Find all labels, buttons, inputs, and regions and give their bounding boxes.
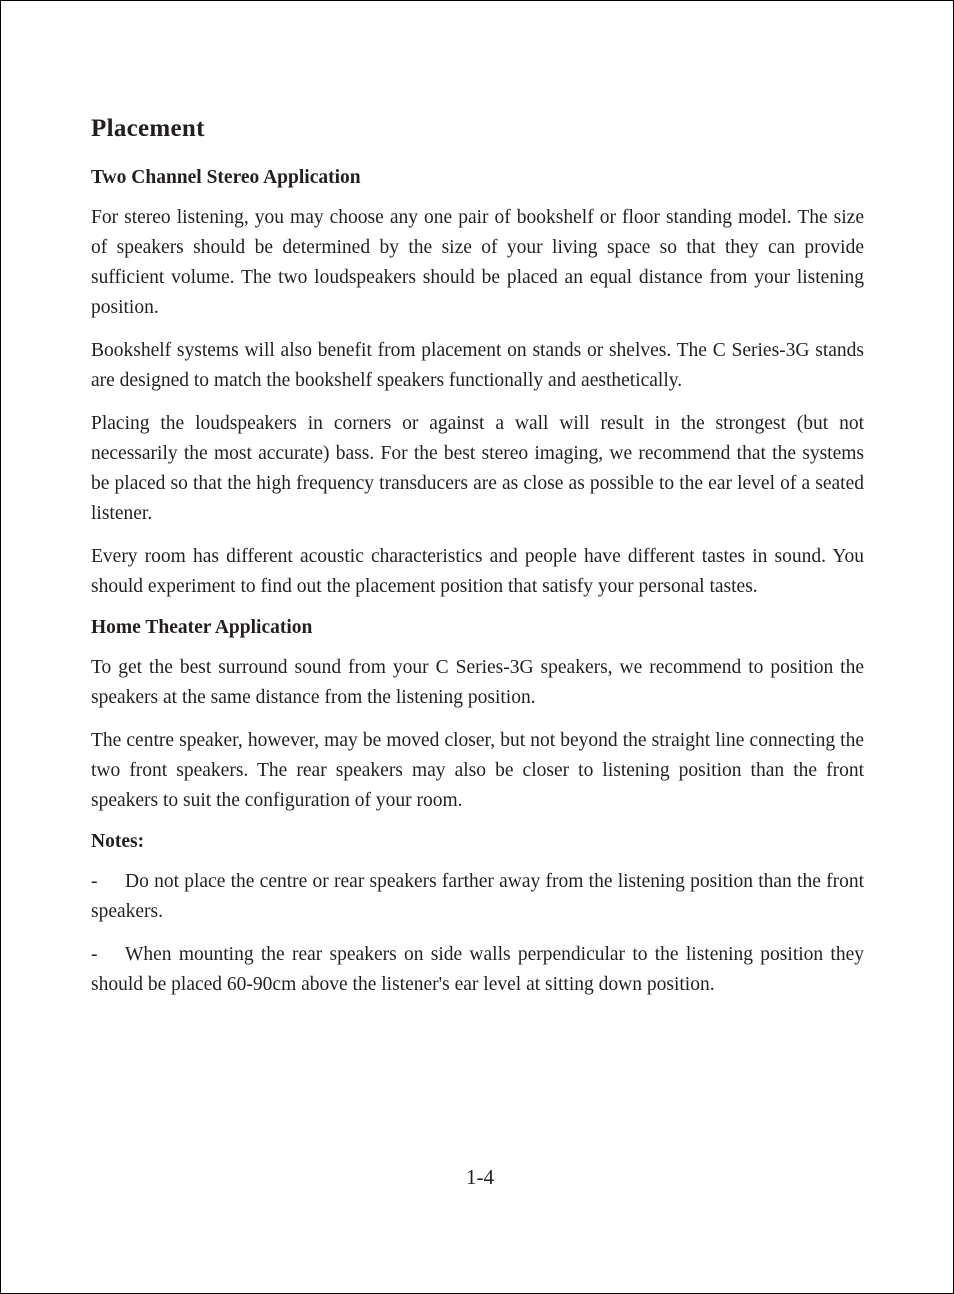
- note-dash: -: [91, 871, 98, 892]
- note-dash: -: [91, 944, 98, 965]
- page-content: [91, 113, 864, 1013]
- stereo-paragraph-2: Bookshelf systems will also benefit from placement on stands or shelves. The C Series-3G stands are designed to match the bookshelf speakers functionally and aesthetically.: [91, 340, 864, 391]
- stereo-paragraph-1: For stereo listening, you may choose any one pair of bookshelf or floor standing model. The size of speakers should be determined by the size of your living space so that they can provide sufficient volume. The two loudspeakers should be placed an equal distance from your listening position.: [91, 207, 864, 318]
- note-item-2: [91, 940, 864, 1000]
- note-item-1: [91, 867, 864, 927]
- theater-paragraph-1: To get the best surround sound from your C Series-3G speakers, we recommend to position the speakers at the same distance from the listening position.: [91, 657, 864, 708]
- page-title: Placement: [91, 115, 205, 142]
- stereo-paragraph-3: Placing the loudspeakers in corners or against a wall will result in the strongest (but not necessarily the most accurate) bass. For the best stereo imaging, we recommend that the systems be placed so that the high frequency transducers are as close as possible to the ear level of a seated listener.: [91, 413, 864, 524]
- note-text-1: Do not place the centre or rear speakers farther away from the listening position than the front speakers.: [91, 871, 864, 922]
- stereo-heading: Two Channel Stereo Application: [91, 167, 361, 188]
- theater-paragraph-2: The centre speaker, however, may be moved closer, but not beyond the straight line connecting the two front speakers. The rear speakers may also be closer to listening position than the front speakers to suit the configuration of your room.: [91, 730, 864, 811]
- note-text-2: When mounting the rear speakers on side walls perpendicular to the listening position they should be placed 60-90cm above the listener's ear level at sitting down position.: [91, 944, 864, 995]
- theater-heading: Home Theater Application: [91, 617, 313, 638]
- stereo-paragraph-4: Every room has different acoustic characteristics and people have different tastes in sound. You should experiment to find out the placement position that satisfy your personal tastes.: [91, 546, 864, 597]
- page-number: 1-4: [466, 1165, 494, 1189]
- notes-heading: Notes:: [91, 831, 145, 852]
